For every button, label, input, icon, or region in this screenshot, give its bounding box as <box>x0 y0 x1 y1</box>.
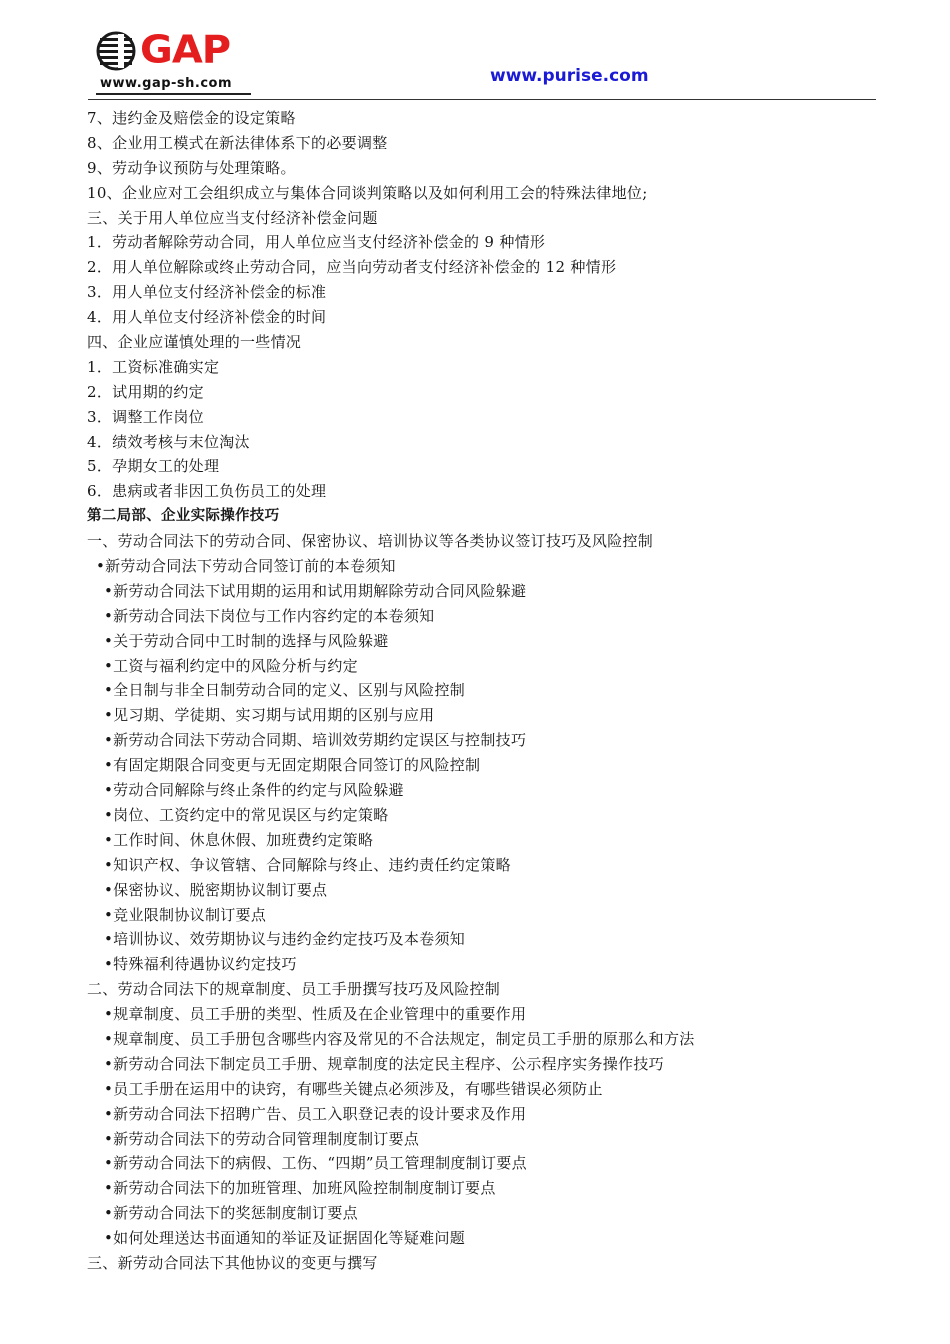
text-line: •知识产权、争议管辖、合同解除与终止、违约责任约定策略 <box>104 855 511 874</box>
text-line: •见习期、学徒期、实习期与试用期的区别与应用 <box>104 706 435 725</box>
text-line: •培训协议、效劳期协议与违约金约定技巧及本卷须知 <box>104 930 466 949</box>
text-line: •关于劳动合同中工时制的选择与风险躲避 <box>104 631 389 650</box>
logo-wordmark: GAP <box>140 28 231 72</box>
logo-underline <box>96 93 251 95</box>
text-line: •工作时间、休息休假、加班费约定策略 <box>104 830 374 849</box>
text-line: 3．调整工作岗位 <box>87 407 204 426</box>
text-line: 3．用人单位支付经济补偿金的标准 <box>87 283 327 302</box>
text-line: •新劳动合同法下招聘广告、员工入职登记表的设计要求及作用 <box>104 1104 527 1123</box>
text-line: 6．患病或者非因工负伤员工的处理 <box>87 482 327 501</box>
text-line: 三、新劳动合同法下其他协议的变更与撰写 <box>87 1253 378 1272</box>
text-line: 三、关于用人单位应当支付经济补偿金问题 <box>87 208 378 227</box>
text-line: 10、企业应对工会组织成立与集体合同谈判策略以及如何利用工会的特殊法律地位; <box>87 183 648 202</box>
text-line: 2．试用期的约定 <box>87 382 204 401</box>
document-body <box>87 106 887 1276</box>
text-line: 二、劳动合同法下的规章制度、员工手册撰写技巧及风险控制 <box>87 980 501 999</box>
header-divider <box>88 99 876 100</box>
text-line: 一、劳动合同法下的劳动合同、保密协议、培训协议等各类协议签订技巧及风险控制 <box>87 532 654 551</box>
text-line: 8、企业用工模式在新法律体系下的必要调整 <box>87 133 388 152</box>
text-line: •新劳动合同法下的加班管理、加班风险控制制度制订要点 <box>104 1179 496 1198</box>
text-line: •新劳动合同法下试用期的运用和试用期解除劳动合同风险躲避 <box>104 581 527 600</box>
text-line: •新劳动合同法下的奖惩制度制订要点 <box>104 1204 358 1223</box>
site-url-link[interactable]: www.purise.com <box>490 66 649 86</box>
text-line: •新劳动合同法下的劳动合同管理制度制订要点 <box>104 1129 420 1148</box>
text-line: •员工手册在运用中的诀窍，有哪些关键点必须涉及，有哪些错误必须防止 <box>104 1079 603 1098</box>
logo-url: www.gap-sh.com <box>100 76 233 91</box>
text-line: 2．用人单位解除或终止劳动合同，应当向劳动者支付经济补偿金的 12 种情形 <box>87 258 617 277</box>
text-line: •新劳动合同法下劳动合同期、培训效劳期约定误区与控制技巧 <box>104 731 527 750</box>
text-line: •工资与福利约定中的风险分析与约定 <box>104 656 358 675</box>
text-line: •规章制度、员工手册的类型、性质及在企业管理中的重要作用 <box>104 1005 527 1024</box>
text-line: 5．孕期女工的处理 <box>87 457 220 476</box>
text-line: •保密协议、脱密期协议制订要点 <box>104 880 328 899</box>
text-line: •岗位、工资约定中的常见误区与约定策略 <box>104 805 389 824</box>
text-line: •竞业限制协议制订要点 <box>104 905 267 924</box>
globe-logo-icon <box>96 30 136 72</box>
text-line: •新劳动合同法下劳动合同签订前的本卷须知 <box>96 557 396 576</box>
text-line: 9、劳动争议预防与处理策略。 <box>87 158 296 177</box>
text-line: •规章制度、员工手册包含哪些内容及常见的不合法规定，制定员工手册的原那么和方法 <box>104 1029 695 1048</box>
section-heading: 第二局部、企业实际操作技巧 <box>87 508 280 525</box>
text-line: •全日制与非全日制劳动合同的定义、区别与风险控制 <box>104 681 466 700</box>
text-line: 1．工资标准确实定 <box>87 357 220 376</box>
gap-logo <box>96 28 256 96</box>
text-line: 7、违约金及赔偿金的设定策略 <box>87 109 296 127</box>
text-line: •特殊福利待遇协议约定技巧 <box>104 955 297 974</box>
text-line: •新劳动合同法下制定员工手册、规章制度的法定民主程序、公示程序实务操作技巧 <box>104 1054 664 1073</box>
text-line: 4．绩效考核与末位淘汰 <box>87 432 250 451</box>
page-header <box>0 0 950 104</box>
text-line: •劳动合同解除与终止条件的约定与风险躲避 <box>104 781 404 800</box>
text-line: 1．劳动者解除劳动合同，用人单位应当支付经济补偿金的 9 种情形 <box>87 233 546 252</box>
text-line: •有固定期限合同变更与无固定期限合同签订的风险控制 <box>104 756 481 775</box>
text-line: 4．用人单位支付经济补偿金的时间 <box>87 308 327 327</box>
text-line: 四、企业应谨慎处理的一些情况 <box>87 333 302 352</box>
text-line: •如何处理送达书面通知的举证及证据固化等疑难问题 <box>104 1229 466 1248</box>
text-line: •新劳动合同法下的病假、工伤、“四期”员工管理制度制订要点 <box>104 1154 527 1173</box>
text-line: •新劳动合同法下岗位与工作内容约定的本卷须知 <box>104 606 435 625</box>
